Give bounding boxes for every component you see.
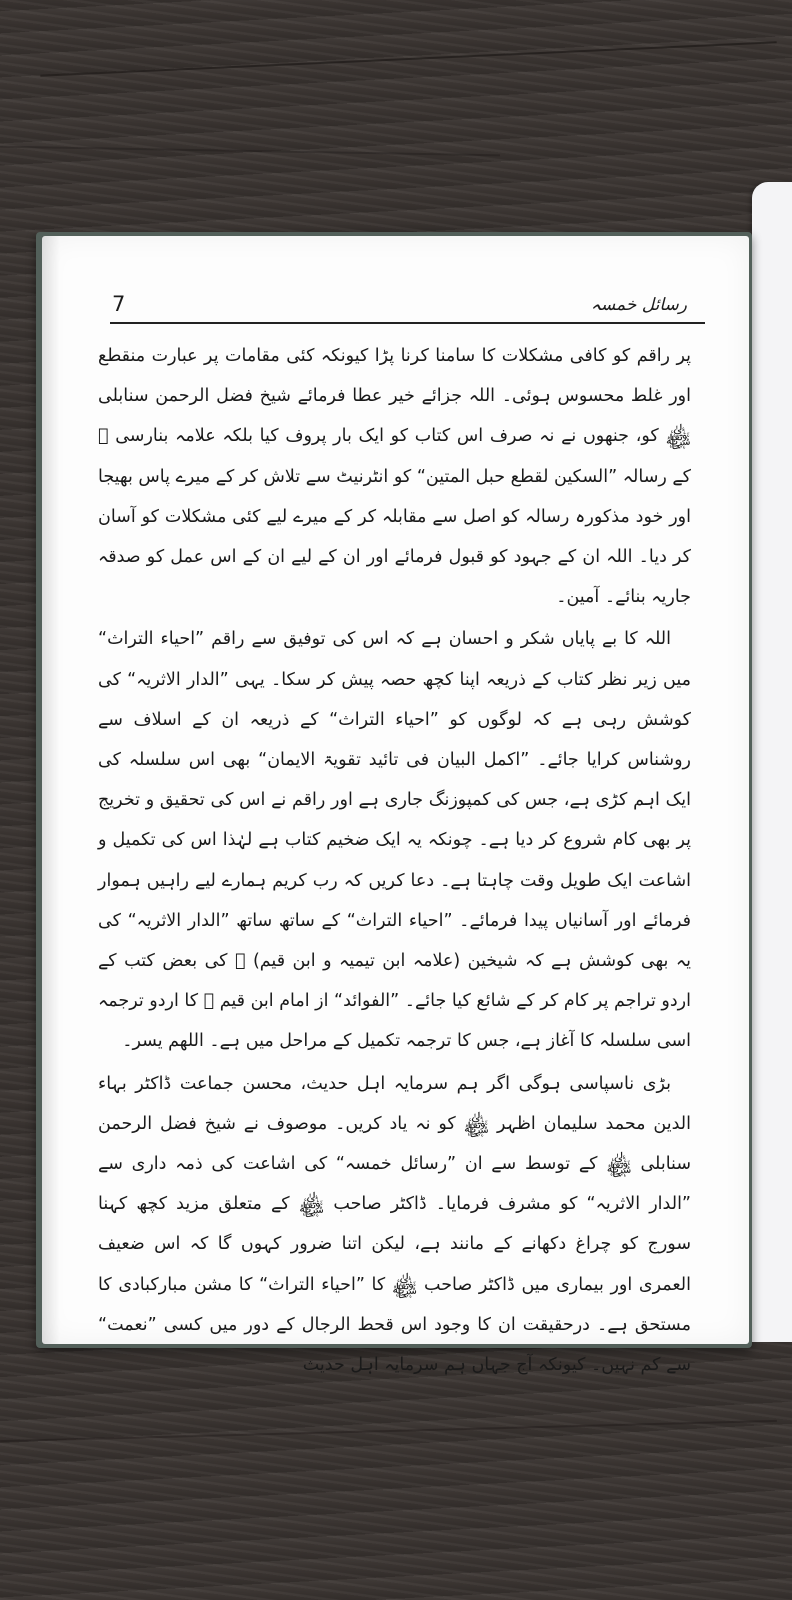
adjacent-page-edge (752, 182, 792, 1342)
page-number: 7 (112, 292, 126, 316)
running-title: رسائل خمسہ (590, 295, 687, 315)
page-header (90, 292, 705, 326)
paragraph-3: بڑی ناسپاسی ہوگی اگر ہم سرمایہ اہل حدیث، محسن جماعت ڈاکٹر بہاء الدین محمد سلیمان اظہر ﷾ کو نہ یاد کریں۔ موصوف نے شیخ فضل الرحمن سنابلی ﷾ کے توسط سے ان ”رسائل خمسہ“ کی اشاعت کی ذمہ داری سے ”الدار الاثریہ“ کو مشرف فرمایا۔ ڈاکٹر صاحب ﷾ کے متعلق مزید کچھ کہنا سورج کو چراغ دکھانے کے مانند ہے، لیکن اتنا ضرور کہوں گا کہ اس ضعیف العمری اور بیماری میں ڈاکٹر صاحب ﷾ کا ”احیاء التراث“ کا مشن مبارکبادی کا مستحق ہے۔ درحقیقت ان کا وجود اس قحط الرجال کے دور میں کسی ”نعمت“ سے کم نہیں۔ کیونکہ آج جہاں ہم سرمایہ اہل حدیث (98, 1073, 691, 1376)
paragraph-1: پر راقم کو کافی مشکلات کا سامنا کرنا پڑا کیونکہ کئی مقامات پر عبارت منقطع اور غلط محسوس ہوئی۔ اللہ جزائے خیر عطا فرمائے شیخ فضل الرحمن سنابلی ﷾ کو، جنھوں نے نہ صرف اس کتاب کو ایک بار پروف کیا بلکہ علامہ بنارسی ﷫ کے رسالہ ”السکین لقطع حبل المتین“ کو انٹرنیٹ سے تلاش کر کے میرے پاس بھیجا اور خود مذکورہ رسالہ کو اصل سے مقابلہ کر کے میرے لیے کئی مشکلات کو آسان کر دیا۔ اللہ ان کے جہود کو قبول فرمائے اور ان کے لیے ان کے اس عمل کو صدقہ جاریہ بنائے۔ آمین۔ (98, 346, 691, 608)
table-grain-line (0, 146, 500, 157)
table-grain-line (40, 41, 776, 76)
paragraph-2: اللہ کا بے پایاں شکر و احسان ہے کہ اس کی توفیق سے راقم ”احیاء التراث“ میں زیر نظر کتاب کے ذریعہ اپنا کچھ حصہ پیش کر سکا۔ یہی ”الدار الاثریہ“ کی کوشش رہی ہے کہ لوگوں کو ”احیاء التراث“ کے ذریعہ ان کے اسلاف سے روشناس کرایا جائے۔ ”اکمل البیان فی تائید تقویۃ الایمان“ بھی اس سلسلہ کی ایک اہم کڑی ہے، جس کی کمپوزنگ جاری ہے اور راقم نے اس کی تحقیق و تخریج پر بھی کام شروع کر دیا ہے۔ چونکہ یہ ایک ضخیم کتاب ہے لہٰذا اس کی تکمیل و اشاعت ایک طویل وقت چاہتا ہے۔ دعا کریں کہ رب کریم ہمارے لیے راہیں ہموار فرمائے اور آسانیاں پیدا فرمائے۔ ”احیاء التراث“ کے ساتھ ساتھ ”الدار الاثریہ“ کی یہ بھی کوشش ہے کہ شیخین (علامہ ابن تیمیہ و ابن قیم) ﷭ کی بعض کتب کے اردو تراجم پر کام کر کے شائع کیا جائے۔ ”الفوائد“ از امام ابن قیم ﷫ کا اردو ترجمہ اسی سلسلہ کا آغاز ہے، جس کا ترجمہ تکمیل کے مراحل میں ہے۔ اللھم یسر۔ (98, 629, 691, 1052)
body-text (98, 336, 691, 1385)
header-rule (110, 322, 705, 324)
table-grain-line (0, 1420, 777, 1442)
book-page (42, 236, 749, 1376)
